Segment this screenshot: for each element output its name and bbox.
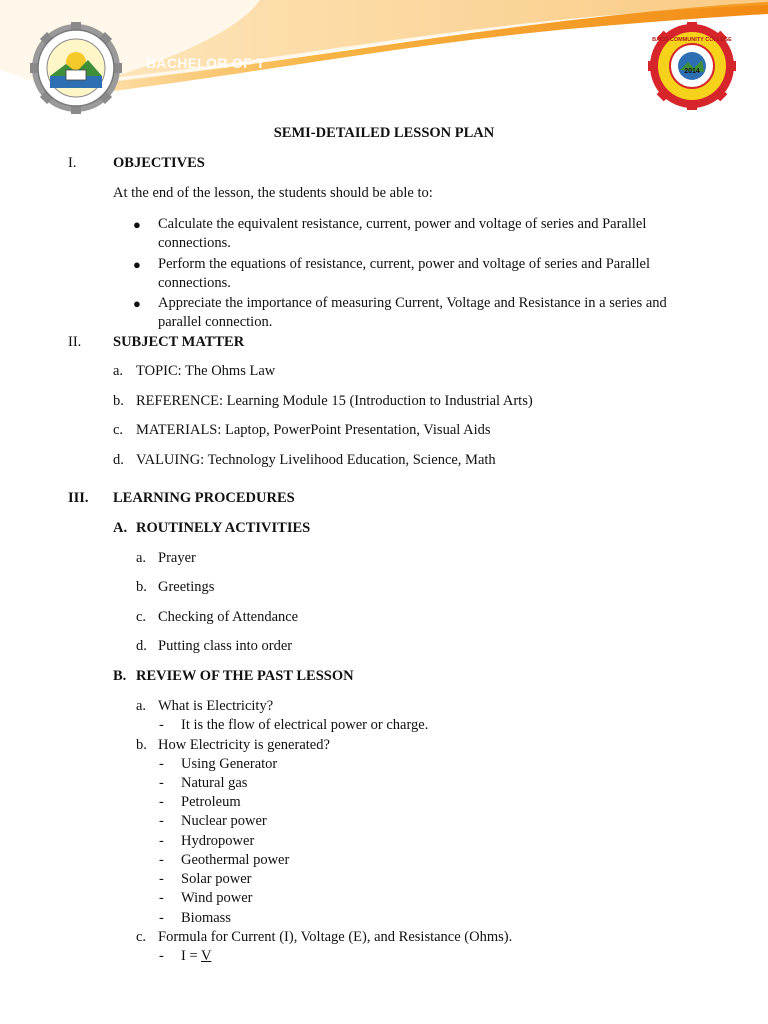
dash-marker: - bbox=[159, 813, 164, 829]
objective-3-line2: parallel connection. bbox=[158, 314, 273, 330]
generation-source: Hydropower bbox=[181, 833, 255, 849]
ohms-law-formula bbox=[181, 947, 211, 966]
generation-source: Natural gas bbox=[181, 775, 248, 791]
dash-marker: - bbox=[159, 910, 164, 926]
subsection-label: A. bbox=[113, 520, 128, 536]
review-question-formula: Formula for Current (I), Voltage (E), and Resistance (Ohms). bbox=[158, 929, 513, 945]
subject-item-label: b. bbox=[113, 393, 124, 409]
subject-item-label: d. bbox=[113, 452, 124, 468]
objective-1-line2: connections. bbox=[158, 235, 231, 251]
dash-marker: - bbox=[159, 756, 164, 772]
program-banner-text: BACHELOR OF T bbox=[146, 55, 266, 71]
routine-item-order: Putting class into order bbox=[158, 638, 293, 654]
subject-item-label: c. bbox=[113, 422, 124, 438]
objective-1-line1: Calculate the equivalent resistance, current, power and voltage of series and Parallel bbox=[158, 216, 647, 232]
objectives-intro: At the end of the lesson, the students should be able to: bbox=[113, 185, 433, 201]
review-question-electricity: What is Electricity? bbox=[158, 698, 274, 714]
generation-source: Wind power bbox=[181, 890, 253, 906]
routine-item-greetings: Greetings bbox=[158, 579, 215, 595]
generation-source: Nuclear power bbox=[181, 813, 267, 829]
section-number-procedures: III. bbox=[68, 490, 89, 506]
bullet-icon: ● bbox=[133, 257, 141, 272]
formula-lhs: I = bbox=[181, 948, 201, 964]
routine-item-label: d. bbox=[136, 638, 147, 654]
generation-source: Biomass bbox=[181, 910, 231, 926]
review-question-generation: How Electricity is generated? bbox=[158, 737, 330, 753]
subject-item-topic: TOPIC: The Ohms Law bbox=[136, 363, 276, 379]
seal-year: 2014 bbox=[684, 68, 700, 75]
review-question-label: b. bbox=[136, 737, 147, 753]
bullet-icon: ● bbox=[133, 217, 141, 232]
routine-item-attendance: Checking of Attendance bbox=[158, 609, 299, 625]
subsection-heading-review: REVIEW OF THE PAST LESSON bbox=[136, 668, 354, 684]
review-question-label: a. bbox=[136, 698, 147, 714]
subsection-heading-routine: ROUTINELY ACTIVITIES bbox=[136, 520, 311, 536]
objective-2-line1: Perform the equations of resistance, current, power and voltage of series and Parallel bbox=[158, 256, 651, 272]
dash-marker: - bbox=[159, 852, 164, 868]
dash-marker: - bbox=[159, 794, 164, 810]
dash-marker: - bbox=[159, 833, 164, 849]
generation-source: Using Generator bbox=[181, 756, 278, 772]
routine-item-label: c. bbox=[136, 609, 147, 625]
section-heading-procedures: LEARNING PROCEDURES bbox=[113, 490, 295, 506]
routine-item-label: b. bbox=[136, 579, 147, 595]
section-number-objectives: I. bbox=[68, 155, 77, 171]
objective-3-line1: Appreciate the importance of measuring Current, Voltage and Resistance in a series and bbox=[158, 295, 667, 311]
review-question-label: c. bbox=[136, 929, 147, 945]
generation-source: Petroleum bbox=[181, 794, 241, 810]
section-heading-subject-matter: SUBJECT MATTER bbox=[113, 334, 245, 350]
generation-source: Geothermal power bbox=[181, 852, 290, 868]
generation-source: Solar power bbox=[181, 871, 252, 887]
bullet-icon: ● bbox=[133, 296, 141, 311]
document-title: SEMI-DETAILED LESSON PLAN bbox=[273, 125, 495, 141]
subsection-label: B. bbox=[113, 668, 127, 684]
section-number-subject-matter: II. bbox=[68, 334, 82, 350]
subject-item-reference: REFERENCE: Learning Module 15 (Introduction to Industrial Arts) bbox=[136, 393, 533, 409]
dash-marker: - bbox=[159, 775, 164, 791]
objective-2-line2: connections. bbox=[158, 275, 231, 291]
subject-item-valuing: VALUING: Technology Livelihood Education, Science, Math bbox=[136, 452, 496, 468]
subject-item-materials: MATERIALS: Laptop, PowerPoint Presentation, Visual Aids bbox=[136, 422, 491, 438]
formula-numerator: V bbox=[201, 948, 212, 964]
routine-item-prayer: Prayer bbox=[158, 550, 196, 566]
dash-marker: - bbox=[159, 890, 164, 906]
dash-marker: - bbox=[159, 948, 164, 964]
subject-item-label: a. bbox=[113, 363, 124, 379]
section-heading-objectives: OBJECTIVES bbox=[113, 155, 205, 171]
routine-item-label: a. bbox=[136, 550, 147, 566]
review-answer-electricity: It is the flow of electrical power or charge. bbox=[181, 717, 429, 733]
dash-marker: - bbox=[159, 871, 164, 887]
seal-ring-text: BACO COMMUNITY COLLEGE bbox=[652, 37, 732, 43]
dash-marker: - bbox=[159, 717, 164, 733]
